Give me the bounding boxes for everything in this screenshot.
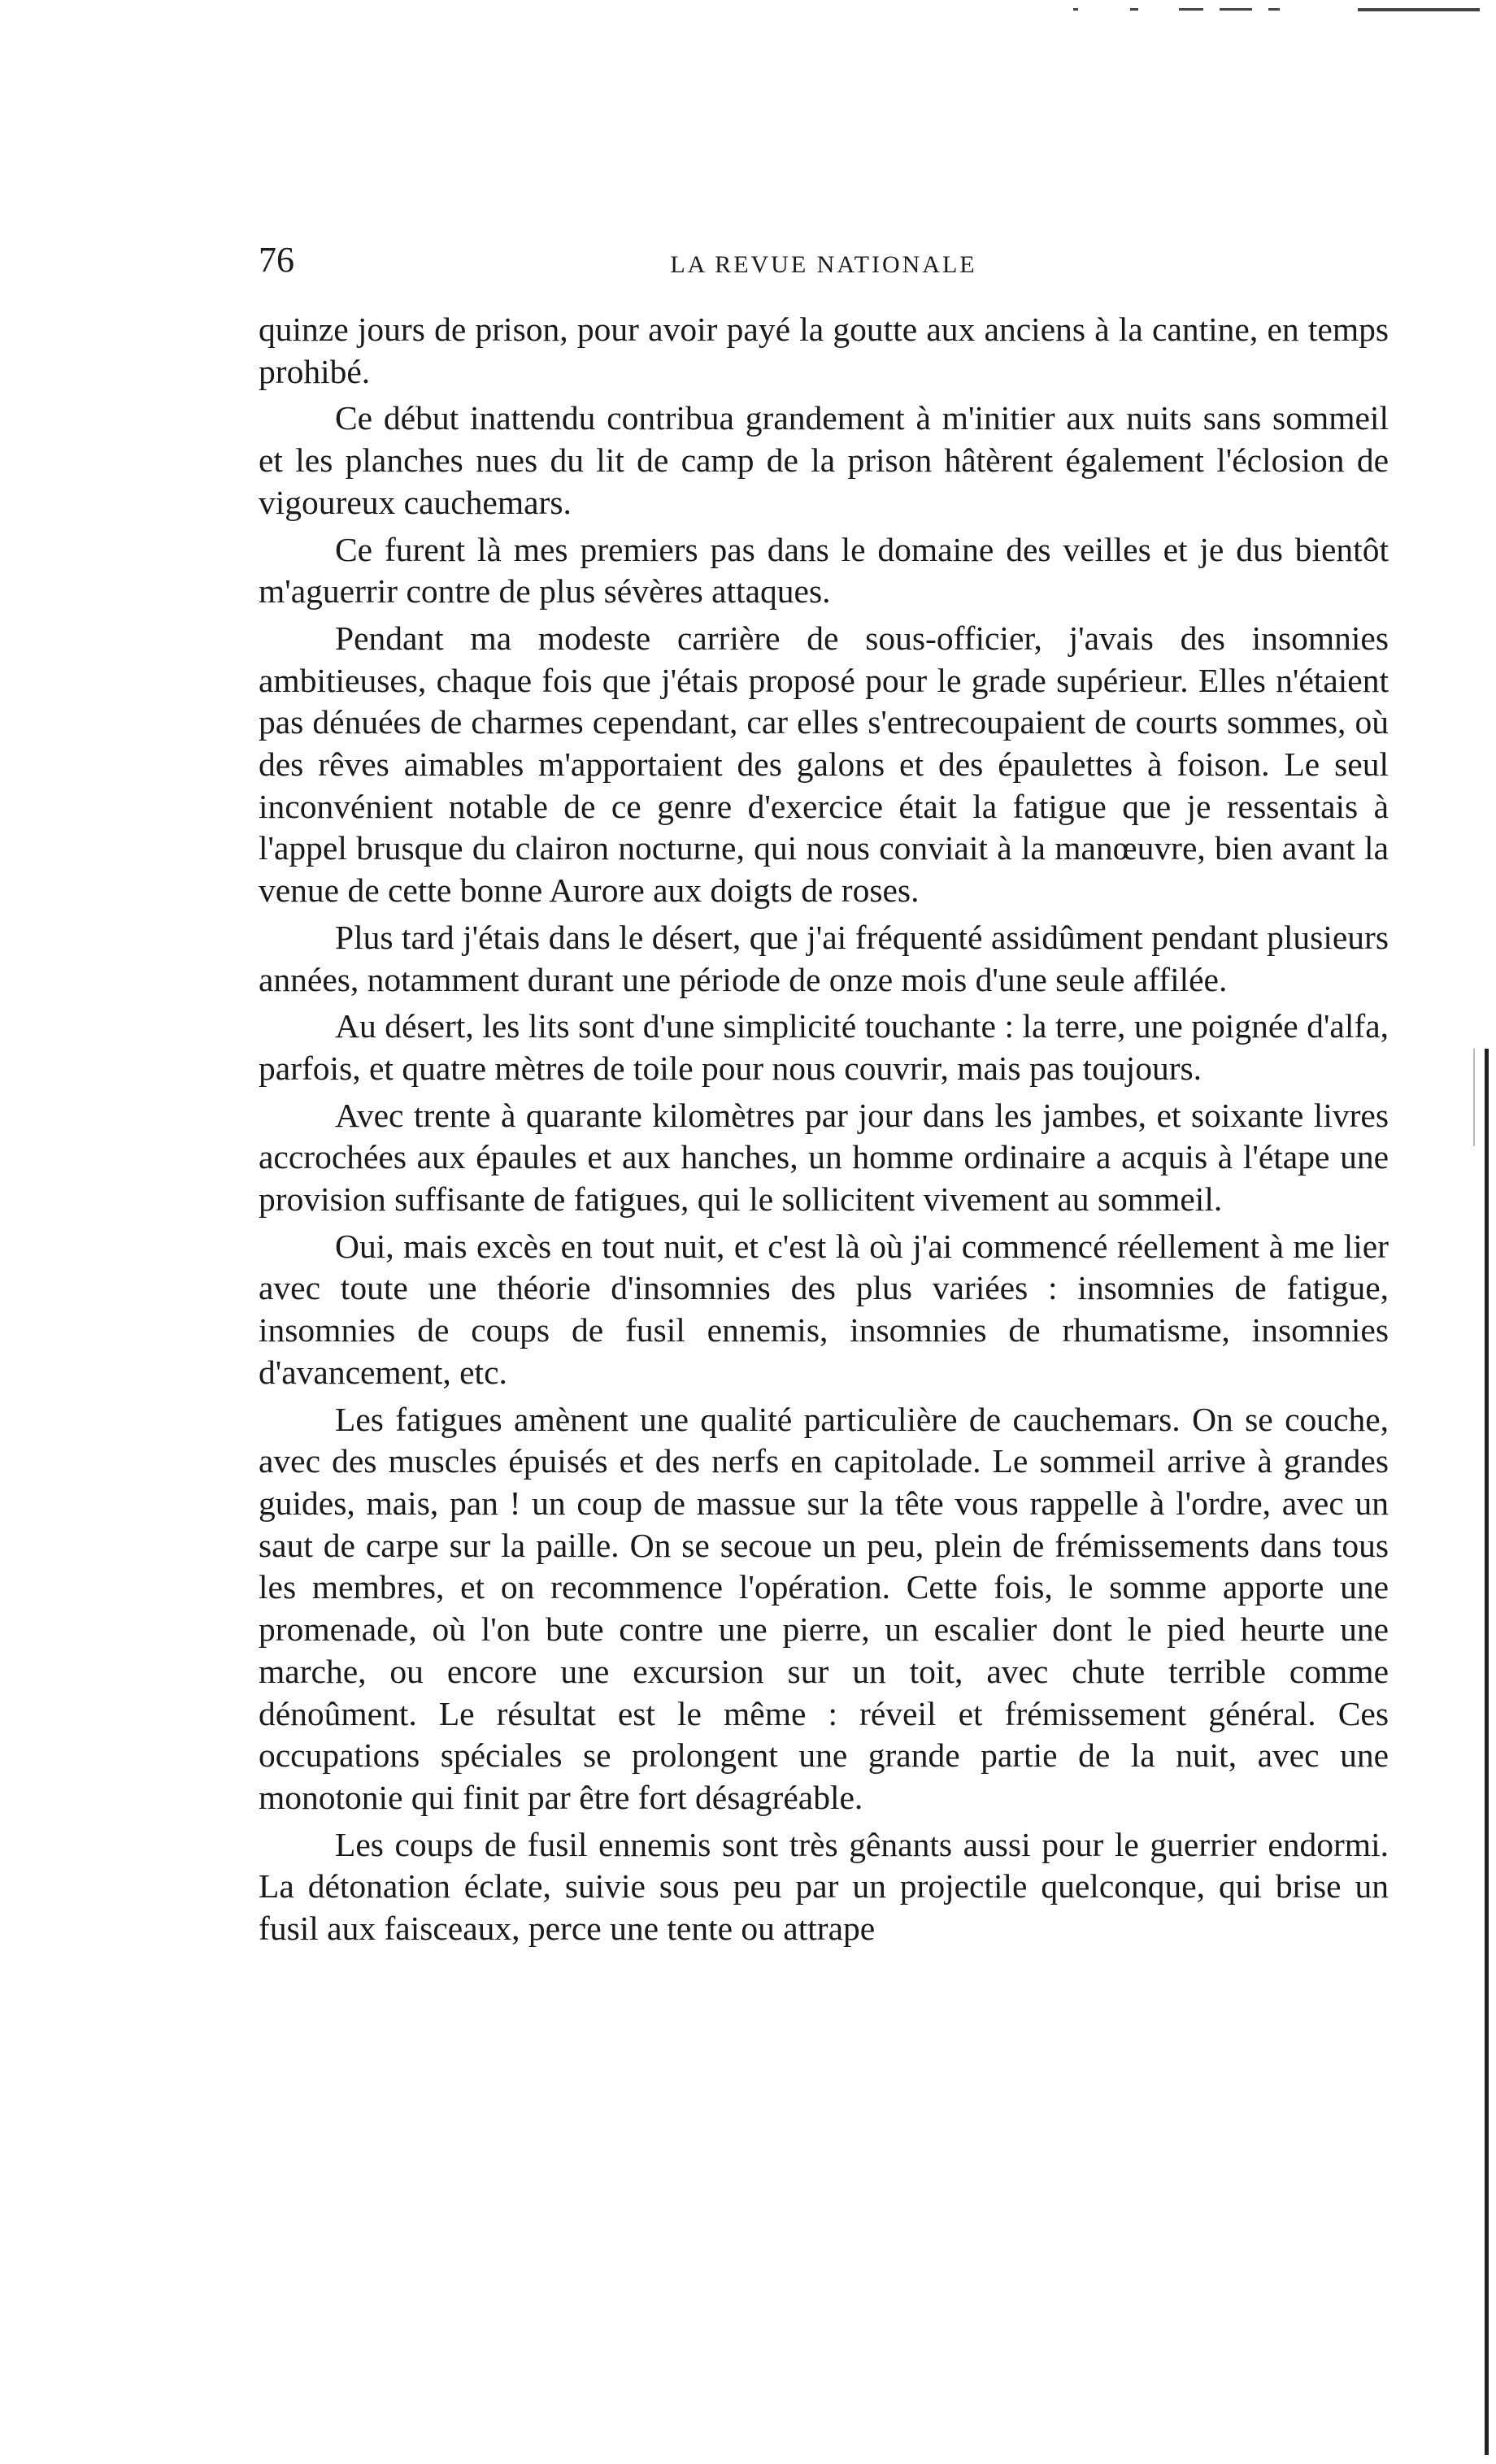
paragraph: Les coups de fusil ennemis sont très gênants aussi pour le guerrier endormi. La détonation éclate, suivie sous peu par un projectile quelconque, qui brise un fusil aux faisceaux, perce une tente ou attrape — [259, 1825, 1389, 1948]
page-header — [259, 236, 1389, 285]
paragraph: Ce furent là mes premiers pas dans le domaine des veilles et je dus bientôt m'aguerrir contre de plus sévères attaques. — [259, 530, 1389, 611]
paragraph: Pendant ma modeste carrière de sous-officier, j'avais des insomnies ambitieuses, chaque fois que j'étais proposé pour le grade supérieur. Elles n'étaient pas dénuées de charmes cependant, car elles s'entrecoupaient de courts sommes, où des rêves aimables m'apportaient des galons et des épaulettes à foison. Le seul inconvénient notable de ce genre d'exercice était la fatigue que je ressentais à l'appel brusque du clairon nocturne, qui nous conviait à la manœuvre, bien avant la venue de cette bonne Aurore aux doigts de roses. — [259, 619, 1389, 910]
paragraph: Ce début inattendu contribua grandement à m'initier aux nuits sans sommeil et les planches nues du lit de camp de la prison hâtèrent également l'éclosion de vigoureux cauchemars. — [259, 399, 1389, 521]
body-text — [259, 309, 1389, 1955]
paragraph: Au désert, les lits sont d'une simplicité touchante : la terre, une poignée d'alfa, parfois, et quatre mètres de toile pour nous couvrir, mais pas toujours. — [259, 1007, 1389, 1087]
scan-edge-faint — [1473, 1049, 1475, 1146]
paragraph-continued: quinze jours de prison, pour avoir payé la goutte aux anciens à la cantine, en temps prohibé. — [259, 311, 1389, 390]
paragraph: Les fatigues amènent une qualité particulière de cauchemars. On se couche, avec des muscles épuisés et des nerfs en capitolade. Le sommeil arrive à grandes guides, mais, pan ! un coup de massue sur la tête vous rappelle à l'ordre, avec un saut de carpe sur la paille. On se secoue un peu, plein de frémissements dans tous les membres, et on recommence l'opération. Cette fois, le somme apporte une promenade, où l'on bute contre une pierre, un escalier dont le pied heurte une marche, ou encore une excursion sur un toit, avec chute terrible comme dénoûment. Le résultat est le même : réveil et frémissement général. Ces occupations spéciales se prolongent une grande partie de la nuit, avec une monotonie qui finit par être fort désagréable. — [259, 1400, 1389, 1816]
paragraph: Plus tard j'étais dans le désert, que j'ai fréquenté assidûment pendant plusieurs années, notamment durant une période de onze mois d'une seule affilée. — [259, 918, 1389, 998]
scan-artifact-top — [1057, 7, 1496, 13]
running-title: LA REVUE NATIONALE — [670, 251, 977, 278]
page-number: 76 — [259, 240, 294, 280]
paragraph: Avec trente à quarante kilomètres par jour dans les jambes, et soixante livres accrochées aux épaules et aux hanches, un homme ordinaire a acquis à l'étape une provision suffisante de fatigues, qui le sollicitent vivement au sommeil. — [259, 1096, 1389, 1219]
scan-edge-binding — [1485, 1049, 1489, 2455]
paragraph: Oui, mais excès en tout nuit, et c'est là où j'ai commencé réellement à me lier avec toute une théorie d'insomnies des plus variées : insomnies de fatigue, insomnies de coups de fusil ennemis, insomnies de rhumatisme, insomnies d'avancement, etc. — [259, 1227, 1389, 1391]
